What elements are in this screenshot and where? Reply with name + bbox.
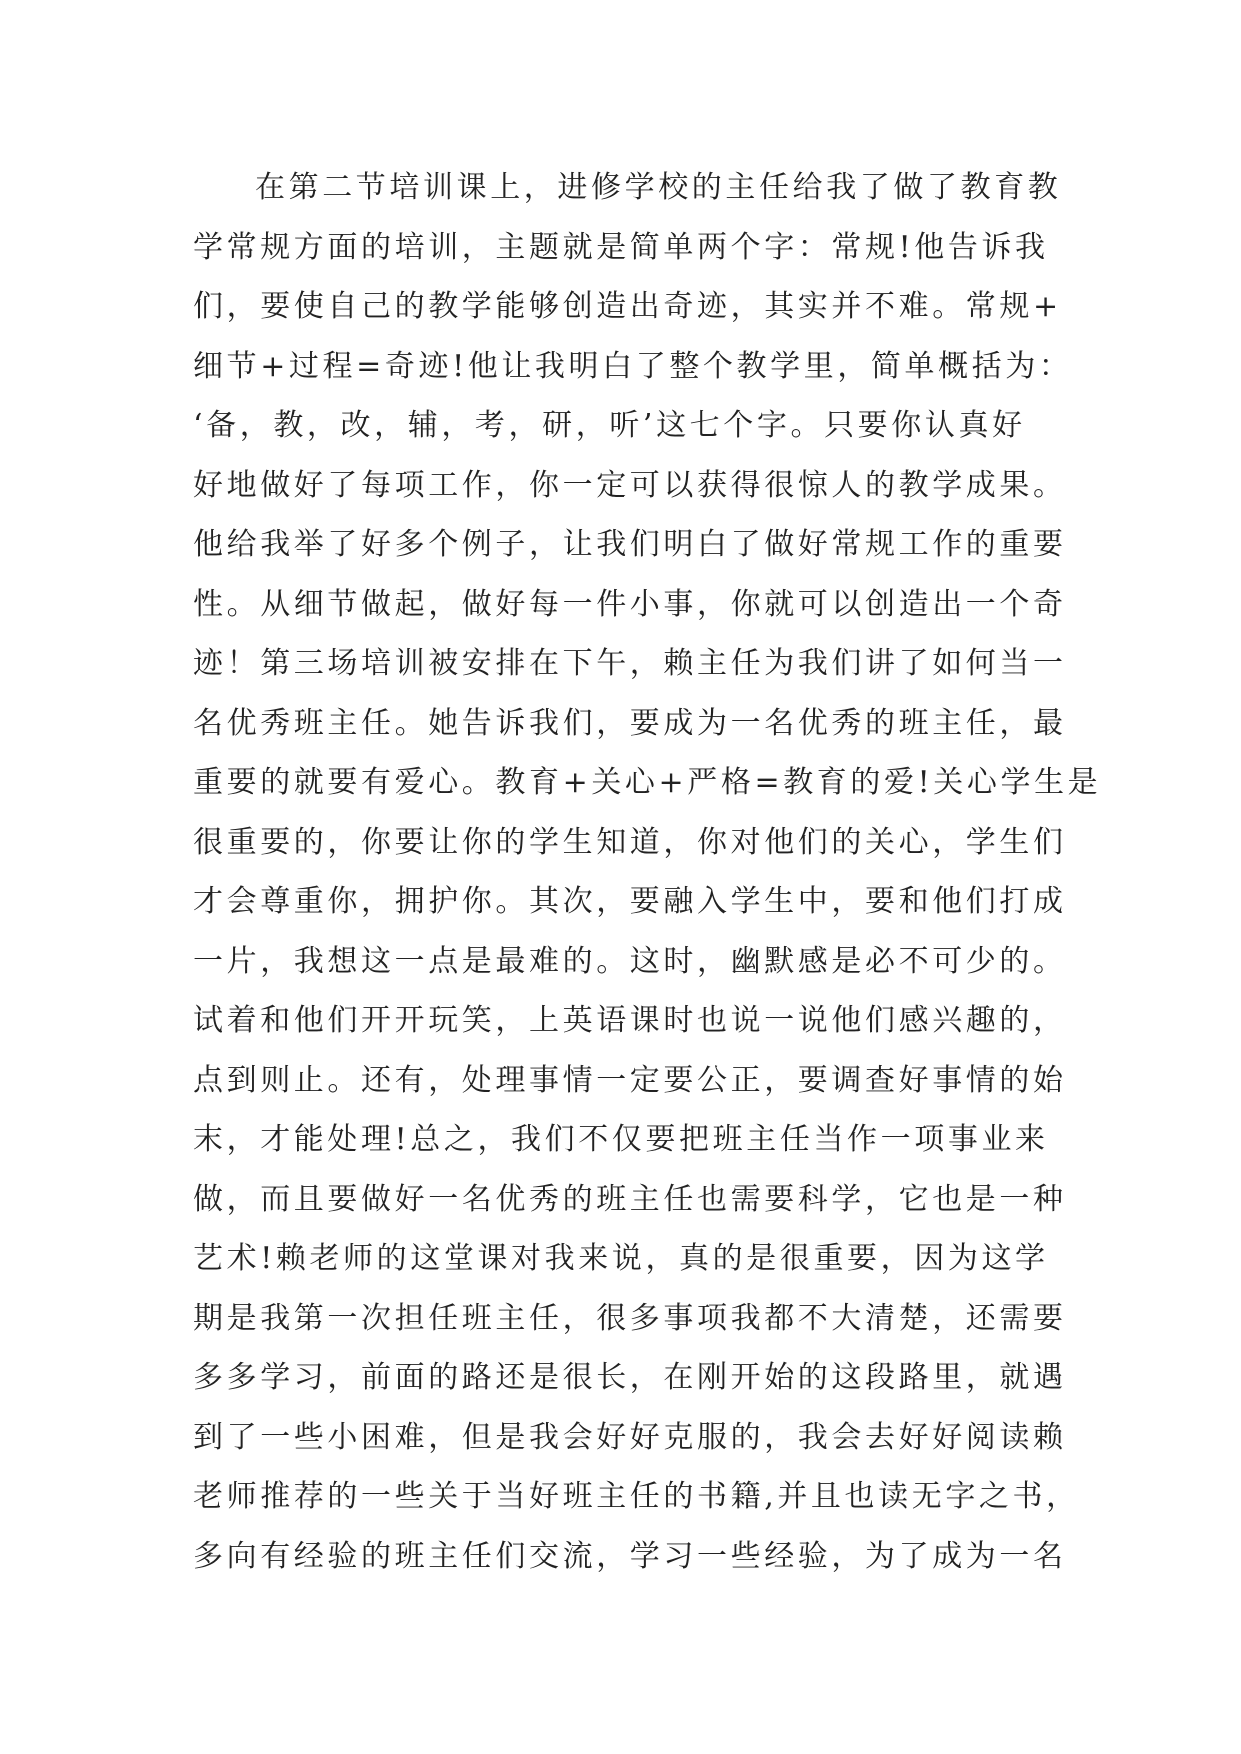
text-line: 们，要使自己的教学能够创造出奇迹，其实并不难。常规+ (193, 289, 1062, 324)
text-line: 在第二节培训课上，进修学校的主任给我了做了教育教 (255, 170, 1062, 205)
text-line: 多多学习，前面的路还是很长，在刚开始的这段路里，就遇 (193, 1360, 1067, 1395)
text-line: 到了一些小困难，但是我会好好克服的，我会去好好阅读赖 (193, 1419, 1067, 1455)
text-line: 性。从细节做起，做好每一件小事，你就可以创造出一个奇 (193, 586, 1067, 622)
text-line: 期是我第一次担任班主任，很多事项我都不大清楚，还需要 (193, 1300, 1067, 1336)
text-line: 很重要的，你要让你的学生知道，你对他们的关心，学生们 (193, 824, 1067, 860)
text-line: 做，而且要做好一名优秀的班主任也需要科学，它也是一种 (193, 1181, 1067, 1217)
text-line: 重要的就要有爱心。教育+关心+严格=教育的爱!关心学生是 (193, 765, 1102, 800)
text-line: 好地做好了每项工作，你一定可以获得很惊人的教学成果。 (193, 467, 1067, 503)
text-line: 艺术!赖老师的这堂课对我来说，真的是很重要，因为这学 (193, 1241, 1049, 1276)
text-line: 学常规方面的培训，主题就是简单两个字：常规!他告诉我 (193, 229, 1049, 265)
text-line: 末，才能处理!总之，我们不仅要把班主任当作一项事业来 (193, 1122, 1049, 1157)
text-line: 试着和他们开开玩笑，上英语课时也说一说他们感兴趣的， (193, 1003, 1067, 1038)
text-line: 细节+过程=奇迹!他让我明白了整个教学里，简单概括为： (193, 348, 1073, 384)
text-line: 迹！第三场培训被安排在下午，赖主任为我们讲了如何当一 (193, 646, 1067, 681)
text-line: 他给我举了好多个例子，让我们明白了做好常规工作的重要 (193, 527, 1067, 562)
text-line: 一片，我想这一点是最难的。这时，幽默感是必不可少的。 (193, 943, 1067, 979)
text-line: 老师推荐的一些关于当好班主任的书籍,并且也读无字之书， (193, 1479, 1080, 1514)
paragraph (193, 158, 1102, 1586)
text-line: 多向有经验的班主任们交流，学习一些经验，为了成为一名 (193, 1538, 1067, 1574)
text-line: ‘备，教，改，辅，考，研，听’这七个字。只要你认真好 (193, 408, 1026, 443)
text-line: 名优秀班主任。她告诉我们，要成为一名优秀的班主任，最 (193, 705, 1067, 741)
text-line: 才会尊重你，拥护你。其次，要融入学生中，要和他们打成 (193, 884, 1067, 919)
text-line: 点到则止。还有，处理事情一定要公正，要调查好事情的始 (193, 1062, 1067, 1098)
